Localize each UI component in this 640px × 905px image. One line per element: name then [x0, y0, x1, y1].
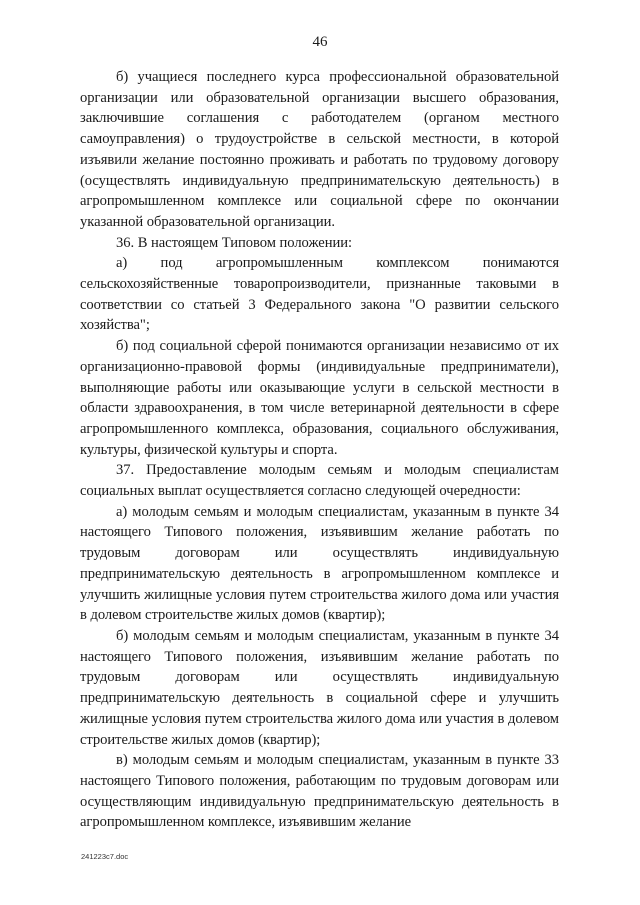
paragraph-37-a: а) молодым семьям и молодым специалистам, указанным в пункте 34 настоящего Типового положения, изъявившим желание работать по трудовым договорам или осуществлять индивидуальную предпринимательскую деятельность в агропромышленном комплексе и улучшить жилищные условия путем строительства жилого дома или участия в долевом строительстве жилых домов (квартир);: [80, 503, 559, 624]
paragraph-36-heading: 36. В настоящем Типовом положении:: [116, 234, 352, 251]
page-number: 46: [312, 34, 328, 50]
paragraph-37-heading: 37. Предоставление молодым семьям и молодым специалистам социальных выплат осуществляется согласно следующей очередности:: [80, 462, 559, 500]
paragraph-b-students: б) учащиеся последнего курса профессиональной образовательной организации или образовательной организации высшего образования, заключившие соглашения с работодателем (органом местного самоуправления) о трудоустройстве в сельской местности, в которой изъявили желание постоянно проживать и работать по трудовому договору (осуществлять индивидуальную предпринимательскую деятельность) в агропромышленном комплексе или социальной сфере по окончании указанной образовательной организации.: [80, 69, 559, 230]
document-filename: 241223c7.doc: [81, 852, 129, 861]
paragraph-37-v: в) молодым семьям и молодым специалистам, указанным в пункте 33 настоящего Типового положения, работающим по трудовым договорам или осуществляющим индивидуальную предпринимательскую деятельность в агропромышленном комплексе, изъявившим желание: [80, 752, 559, 831]
document-body: [80, 67, 559, 833]
paragraph-36-b: б) под социальной сферой понимаются организации независимо от их организационно-правовой формы (индивидуальные предприниматели), выполняющие работы или оказывающие услуги в сельской местности в области здравоохранения, в том числе ветеринарной деятельности в сфере агропромышленного комплекса, образования, социального обслуживания, культуры, физической культуры и спорта.: [80, 338, 559, 458]
paragraph-36-a: а) под агропромышленным комплексом понимаются сельскохозяйственные товаропроизводители, признанные таковыми в соответствии со статьей 3 Федерального закона "О развитии сельского хозяйства";: [80, 255, 559, 334]
paragraph-37-b: б) молодым семьям и молодым специалистам, указанным в пункте 34 настоящего Типового положения, изъявившим желание работать по трудовым договорам или осуществлять индивидуальную предпринимательскую деятельность в социальной сфере и улучшить жилищные условия путем строительства жилого дома или участия в долевом строительстве жилых домов (квартир);: [80, 627, 559, 748]
